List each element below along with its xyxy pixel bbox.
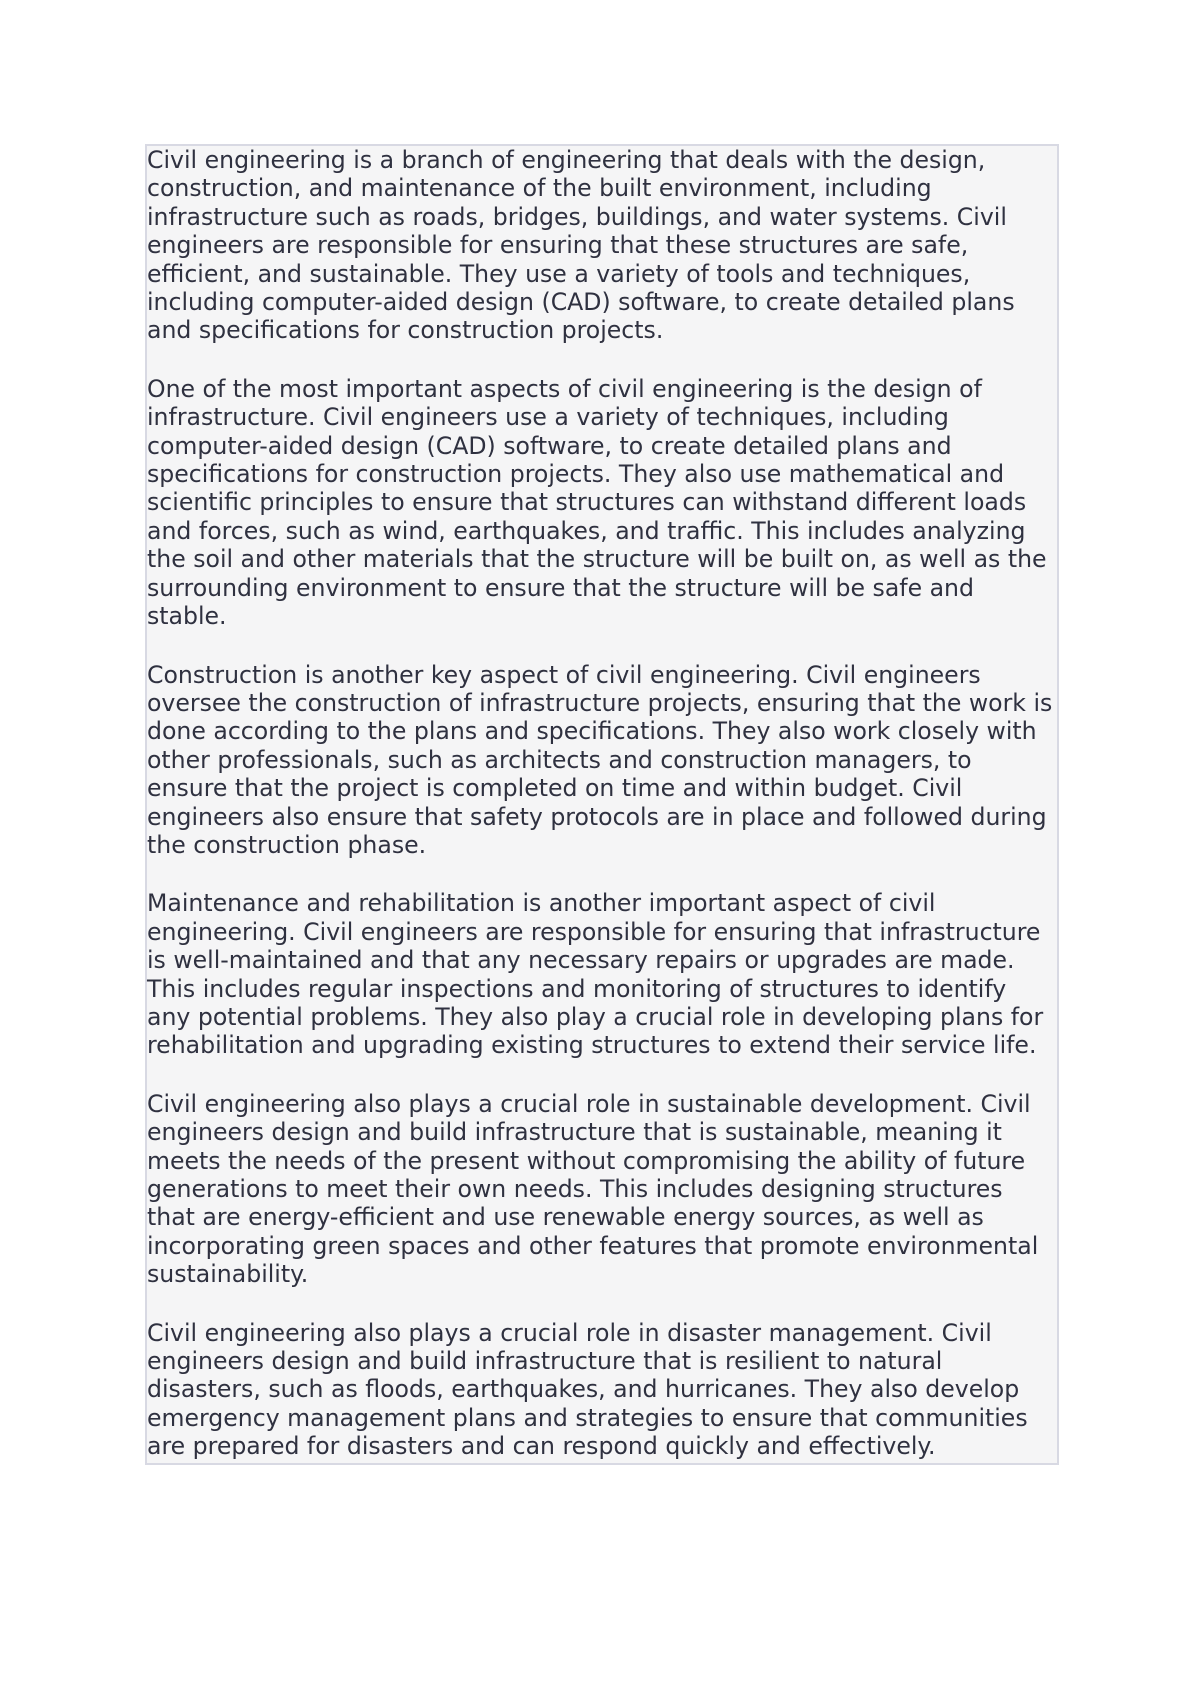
paragraph-construction: Construction is another key aspect of civil engineering. Civil engineers oversee the construction of infrastructure projects, ensuring that the work is done according to the plans and specifications. They also work closely with other professionals, such as architects and construction managers, to ensure that the project is completed on time and within budget. Civil engineers also ensure that safety protocols are in place and followed during the construction phase. (147, 660, 1053, 859)
paragraph-maintenance: Maintenance and rehabilitation is another important aspect of civil engineering. Civil engineers are responsible for ensuring that infrastructure is well-maintained and that any necessary repairs or upgrades are made. This includes regular inspections and monitoring of structures to identify any potential problems. They also play a crucial role in developing plans for rehabilitation and upgrading existing structures to extend their service life. (147, 889, 1044, 1060)
paragraph-design: One of the most important aspects of civil engineering is the design of infrastructure. Civil engineers use a variety of techniques, including computer-aided design (CAD) software, to create detailed plans and specifications for construction projects. They also use mathematical and scientific principles to ensure that structures can withstand different loads and forces, such as wind, earthquakes, and traffic. This includes analyzing the soil and other materials that the structure will be built on, as well as the surrounding environment to ensure that the structure will be safe and stable. (147, 374, 1047, 631)
paragraph-disaster-management: Civil engineering also plays a crucial role in disaster management. Civil engineers design and build infrastructure that is resilient to natural disasters, such as floods, earthquakes, and hurricanes. They also develop emergency management plans and strategies to ensure that communities are prepared for disasters and can respond quickly and effectively. (147, 1318, 1028, 1461)
paragraph-intro: Civil engineering is a branch of engineering that deals with the design, construction, and maintenance of the built environment, including infrastructure such as roads, bridges, buildings, and water systems. Civil engineers are responsible for ensuring that these structures are safe, efficient, and sustainable. They use a variety of tools and techniques, including computer-aided design (CAD) software, to create detailed plans and specifications for construction projects. (147, 146, 1015, 345)
paragraph-sustainability: Civil engineering also plays a crucial role in sustainable development. Civil engineers design and build infrastructure that is sustainable, meaning it meets the needs of the present without compromising the ability of future generations to meet their own needs. This includes designing structures that are energy-efficient and use renewable energy sources, as well as incorporating green spaces and other features that promote environmental sustainability. (147, 1089, 1039, 1289)
document-text-box (145, 144, 1059, 1465)
